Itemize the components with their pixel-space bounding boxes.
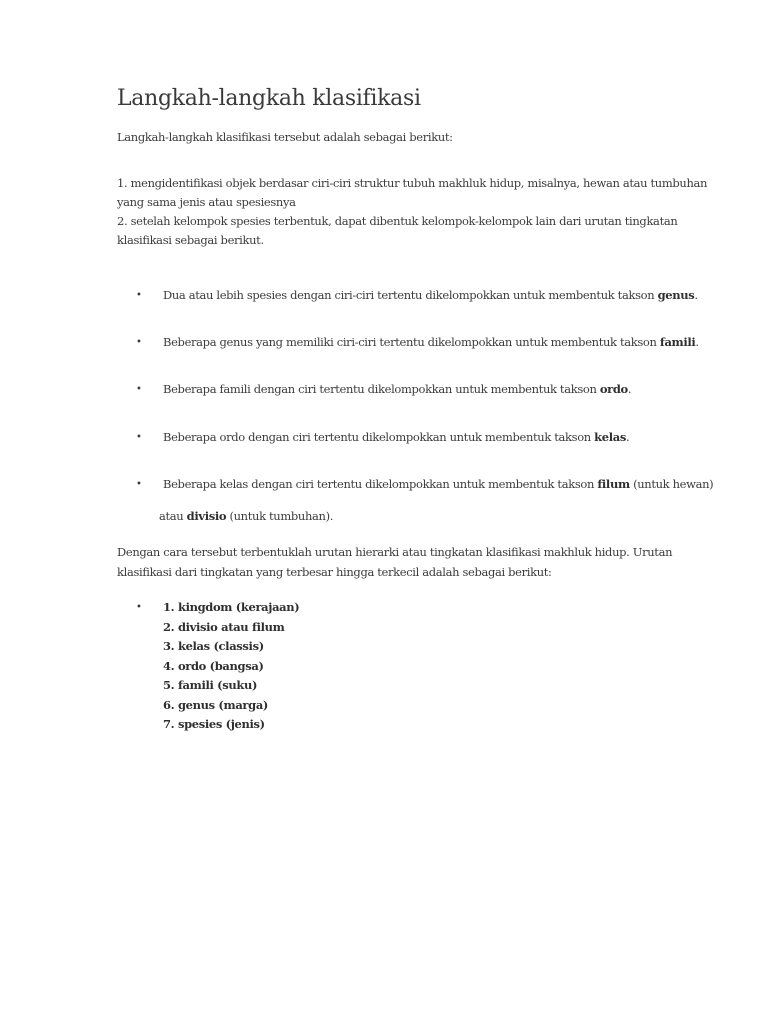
- bullet-bold-term: genus: [657, 288, 695, 302]
- bullet-marker: •: [136, 602, 142, 613]
- bullet-text-end: (untuk tumbuhan).: [226, 509, 334, 523]
- bullet-text: Beberapa genus yang memiliki ciri-ciri tertentu dikelompokkan untuk membentuk takson: [163, 335, 660, 349]
- bullet-marker: •: [136, 479, 142, 490]
- bullet-text-end: .: [626, 430, 630, 444]
- page-title: Langkah-langkah klasifikasi: [117, 86, 421, 111]
- bullet-text: Beberapa ordo dengan ciri tertentu dikelompokkan untuk membentuk takson: [163, 430, 595, 444]
- intro-text: Langkah-langkah klasifikasi tersebut adalah sebagai berikut:: [117, 130, 453, 144]
- step-1-line-2: yang sama jenis atau spesiesnya: [117, 195, 296, 209]
- bullet-text: atau: [159, 509, 187, 523]
- bullet-item-ordo: [163, 380, 631, 399]
- bullet-marker: •: [136, 290, 142, 301]
- summary-line-1: Dengan cara tersebut terbentuklah urutan hierarki atau tingkatan klasifikasi makhluk hidup. Urutan: [117, 545, 673, 559]
- bullet-marker: •: [136, 432, 142, 443]
- bullet-item-filum: [163, 475, 713, 494]
- bullet-text-end: .: [694, 288, 698, 302]
- bullet-bold-term: filum: [597, 477, 630, 491]
- bullet-bold-term: ordo: [599, 382, 628, 396]
- rank-item-famili: 5. famili (suku): [163, 678, 258, 692]
- bullet-item-kelas: [163, 428, 629, 447]
- summary-line-2: klasifikasi dari tingkatan yang terbesar hingga terkecil adalah sebagai berikut:: [117, 565, 552, 579]
- step-1-line-1: 1. mengidentifikasi objek berdasar ciri-ciri struktur tubuh makhluk hidup, misalnya, hewan atau tumbuhan: [117, 176, 708, 190]
- bullet-bold-term: famili: [659, 335, 696, 349]
- rank-item-ordo: 4. ordo (bangsa): [163, 659, 264, 673]
- bullet-item-filum-continuation: [159, 507, 333, 526]
- bullet-marker: •: [136, 384, 142, 395]
- bullet-item-genus: [163, 286, 698, 305]
- bullet-text-end: .: [627, 382, 632, 396]
- bullet-bold-term: divisio: [186, 509, 227, 523]
- rank-item-genus: 6. genus (marga): [163, 698, 269, 712]
- bullet-text-end: (untuk hewan): [629, 477, 714, 491]
- step-2-line-2: klasifikasi sebagai berikut.: [117, 233, 264, 247]
- bullet-text-end: .: [695, 335, 699, 349]
- bullet-marker: •: [136, 337, 142, 348]
- bullet-text: Beberapa famili dengan ciri tertentu dikelompokkan untuk membentuk takson: [163, 382, 600, 396]
- bullet-item-famili: [163, 333, 699, 352]
- bullet-text: Dua atau lebih spesies dengan ciri-ciri tertentu dikelompokkan untuk membentuk takson: [163, 288, 658, 302]
- rank-item-kingdom: 1. kingdom (kerajaan): [163, 600, 300, 614]
- bullet-bold-term: kelas: [594, 430, 627, 444]
- step-2-line-1: 2. setelah kelompok spesies terbentuk, dapat dibentuk kelompok-kelompok lain dari urutan tingkatan: [117, 214, 678, 228]
- rank-item-spesies: 7. spesies (jenis): [163, 717, 265, 731]
- rank-item-kelas: 3. kelas (classis): [163, 639, 264, 653]
- rank-item-divisio: 2. divisio atau filum: [163, 620, 285, 634]
- bullet-text: Beberapa kelas dengan ciri tertentu dikelompokkan untuk membentuk takson: [163, 477, 598, 491]
